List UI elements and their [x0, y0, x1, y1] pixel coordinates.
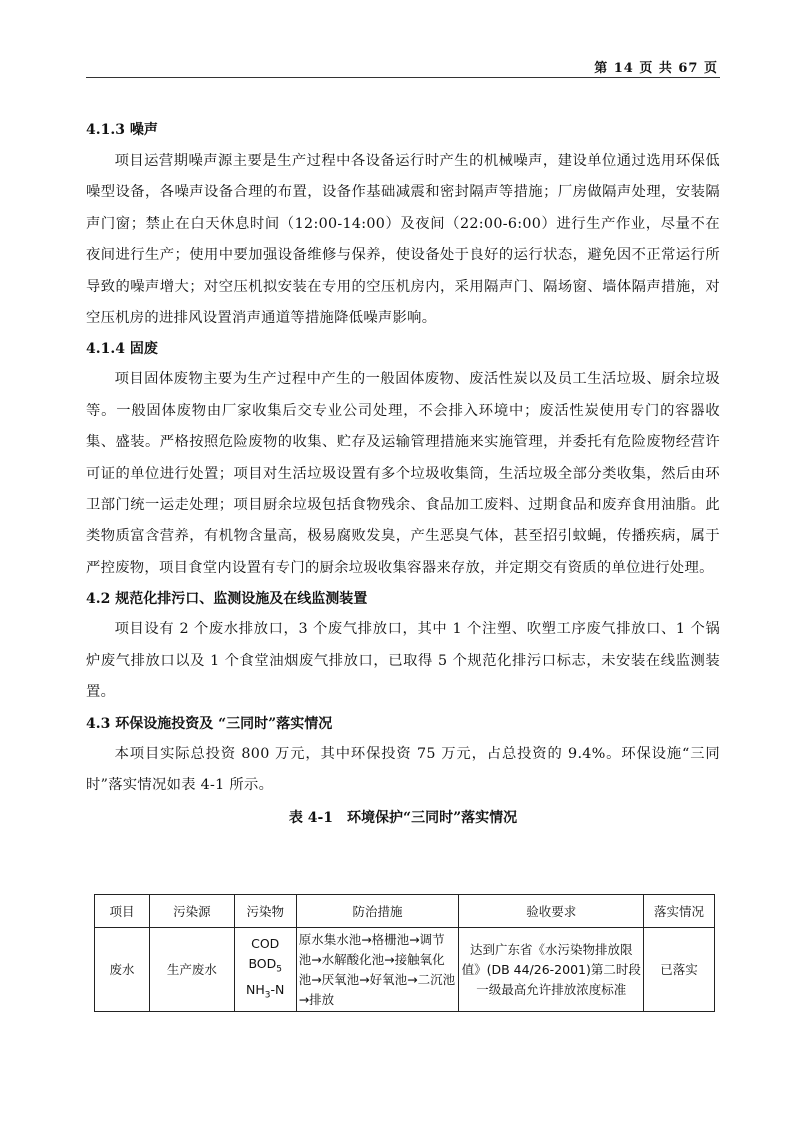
column-header: 项目	[95, 895, 150, 928]
pollutant-nh3n	[237, 980, 294, 1006]
cell-measures: 原水集水池→格栅池→调节池→水解酸化池→接触氧化池→厌氧池→好氧池→二沉池→排放	[296, 928, 459, 1012]
three-simultaneous-table	[94, 894, 715, 1012]
section-heading-outlets: 4.2 规范化排污口、监测设施及在线监测装置	[86, 591, 368, 608]
paragraph-solid-waste: 项目固体废物主要为生产过程中产生的一般固体废物、废活性炭以及员工生活垃圾、厨余垃圾等。一般固体废物由厂家收集后交专业公司处理，不会排入环境中；废活性炭使用专门的容器收集、盛装。严格按照危险废物的收集、贮存及运输管理措施来实施管理，并委托有危险废物经营许可证的单位进行处置；项目对生活垃圾设置有多个垃圾收集筒，生活垃圾全部分类收集，然后由环卫部门统一运走处理；项目厨余垃圾包括食物残余、食品加工废料、过期食品和废弃食用油脂。此类物质富含营养，有机物含量高，极易腐败发臭，产生恶臭气体，甚至招引蚊蝇，传播疾病，属于严控废物，项目食堂内设置有专门的厨余垃圾收集容器来存放，并定期交有资质的单位进行处理。	[86, 371, 720, 576]
section-heading-investment: 4.3 环保设施投资及 “三同时”落实情况	[86, 715, 333, 732]
column-header: 污染物	[234, 895, 296, 928]
section-heading-noise: 4.1.3 噪声	[86, 122, 158, 138]
cell-status: 已落实	[644, 928, 715, 1012]
pollutant-bod-base: BOD	[248, 956, 277, 971]
document-body	[86, 114, 720, 833]
cell-requirement: 达到广东省《水污染物排放限值》(DB 44/26-2001)第二时段一级最高允许排放浓度标准	[459, 928, 644, 1012]
table-row	[95, 928, 715, 1012]
pollutant-bod5	[237, 954, 294, 980]
cell-item: 废水	[95, 928, 150, 1012]
column-header: 污染源	[149, 895, 234, 928]
column-header: 验收要求	[459, 895, 644, 928]
paragraph-investment: 本项目实际总投资 800 万元，其中环保投资 75 万元，占总投资的 9.4%。环保设施“三同时”落实情况如表 4-1 所示。	[86, 745, 720, 793]
paragraph-outlets: 项目设有 2 个废水排放口，3 个废气排放口，其中 1 个注塑、吹塑工序废气排放口、1 个锅炉废气排放口以及 1 个食堂油烟废气排放口，已取得 5 个规范化排污口标志，未安装在线监测装置。	[86, 621, 720, 701]
cell-source: 生产废水	[149, 928, 234, 1012]
page-header	[86, 57, 720, 78]
page-number: 第 14 页 共 67 页	[594, 61, 718, 76]
pollutant-bod-subscript: 5	[276, 964, 282, 975]
cell-pollutants	[234, 928, 296, 1012]
pollutant-nh-base: NH	[246, 981, 265, 997]
column-header: 防治措施	[296, 895, 459, 928]
pollutant-nh-subscript: 3	[264, 990, 271, 1000]
pollutant-nh-tail: -N	[270, 981, 285, 997]
pollutant-cod: COD	[251, 936, 280, 951]
paragraph-noise: 项目运营期噪声源主要是生产过程中各设备运行时产生的机械噪声，建设单位通过选用环保低噪型设备，各噪声设备合理的布置，设备作基础减震和密封隔声等措施；厂房做隔声处理，安装隔声门窗；禁止在白天休息时间（12:00-14:00）及夜间（22:00-6:00）进行生产作业，尽量不在夜间进行生产；使用中要加强设备维修与保养，使设备处于良好的运行状态，避免因不正常运行所导致的噪声增大；对空压机拟安装在专用的空压机房内，采用隔声门、隔场窗、墙体隔声措施，对空压机房的进排风设置消声通道等措施降低噪声影响。	[86, 153, 720, 327]
table-caption: 表 4-1 环境保护“三同时”落实情况	[288, 810, 518, 827]
column-header: 落实情况	[644, 895, 715, 928]
section-heading-solid-waste: 4.1.4 固废	[86, 341, 158, 358]
table-header-row	[95, 895, 715, 928]
